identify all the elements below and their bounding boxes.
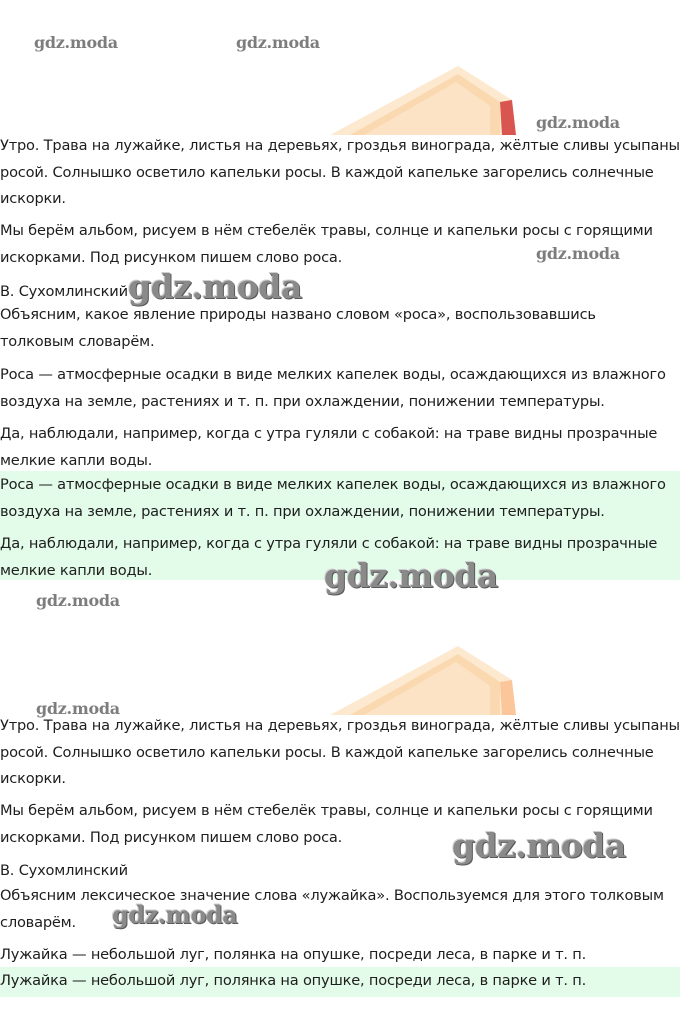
text-line: Объясним, какое явление природы названо словом «роса», воспользовавшись bbox=[0, 306, 596, 323]
author: В. Сухомлинский bbox=[0, 862, 128, 879]
text-line: Мы берём альбом, рисуем в нём стебелёк травы, солнце и капельки росы с горящими bbox=[0, 222, 653, 239]
watermark: gdz.moda bbox=[536, 113, 620, 132]
text-line: мелкие капли воды. bbox=[0, 451, 153, 469]
text-line: искорки. bbox=[0, 770, 66, 787]
watermark: gdz.moda bbox=[34, 33, 118, 52]
text-line: Лужайка — небольшой луг, полянка на опушке, посреди леса, в парке и т. п. bbox=[0, 972, 587, 989]
author: В. Сухомлинский bbox=[0, 283, 128, 300]
watermark-large: gdz.moda bbox=[112, 900, 238, 929]
text-line: искорки. bbox=[0, 190, 66, 207]
text-line: словарём. bbox=[0, 913, 76, 931]
text-line: воздуха на земле, растениях и т. п. при охлаждении, понижении температуры. bbox=[0, 502, 605, 520]
text-line: Объясним лексическое значение слова «лужайка». Воспользуемся для этого толковым bbox=[0, 887, 664, 904]
watermark: gdz.moda bbox=[36, 699, 120, 718]
watermark-large: gdz.moda bbox=[452, 826, 626, 865]
text-line: Мы берём альбом, рисуем в нём стебелёк травы, солнце и капельки росы с горящими bbox=[0, 802, 653, 819]
text-line: мелкие капли воды. bbox=[0, 561, 153, 579]
text-line: толковым словарём. bbox=[0, 332, 155, 350]
text-line: Роса — атмосферные осадки в виде мелких капелек воды, осаждающихся из влажного bbox=[0, 366, 666, 383]
text-line: Да, наблюдали, например, когда с утра гуляли с собакой: на траве видны прозрачные bbox=[0, 535, 658, 552]
text-line: искорками. Под рисунком пишем слово роса. bbox=[0, 248, 343, 266]
text-line: Да, наблюдали, например, когда с утра гуляли с собакой: на траве видны прозрачные bbox=[0, 425, 658, 442]
text-line: Роса — атмосферные осадки в виде мелких капелек воды, осаждающихся из влажного bbox=[0, 476, 666, 493]
text-line: росой. Солнышко осветило капельки росы. В каждой капельке загорелись солнечные bbox=[0, 743, 654, 761]
text-line: Лужайка — небольшой луг, полянка на опушке, посреди леса, в парке и т. п. bbox=[0, 946, 587, 963]
text-line: воздуха на земле, растениях и т. п. при охлаждении, понижении температуры. bbox=[0, 392, 605, 410]
watermark: gdz.moda bbox=[236, 33, 320, 52]
book-illustration-1 bbox=[330, 60, 520, 135]
watermark: gdz.moda bbox=[536, 244, 620, 263]
text-line: искорками. Под рисунком пишем слово роса. bbox=[0, 828, 343, 846]
watermark-large: gdz.moda bbox=[128, 267, 302, 306]
text-line: росой. Солнышко осветило капельки росы. В каждой капельке загорелись солнечные bbox=[0, 163, 654, 181]
text-line: Утро. Трава на лужайке, листья на деревьях, гроздья винограда, жёлтые сливы усыпаны bbox=[0, 717, 680, 734]
watermark-large: gdz.moda bbox=[324, 556, 498, 595]
watermark: gdz.moda bbox=[36, 591, 120, 610]
book-illustration-2 bbox=[330, 640, 520, 715]
text-line: Утро. Трава на лужайке, листья на деревьях, гроздья винограда, жёлтые сливы усыпаны bbox=[0, 137, 680, 154]
